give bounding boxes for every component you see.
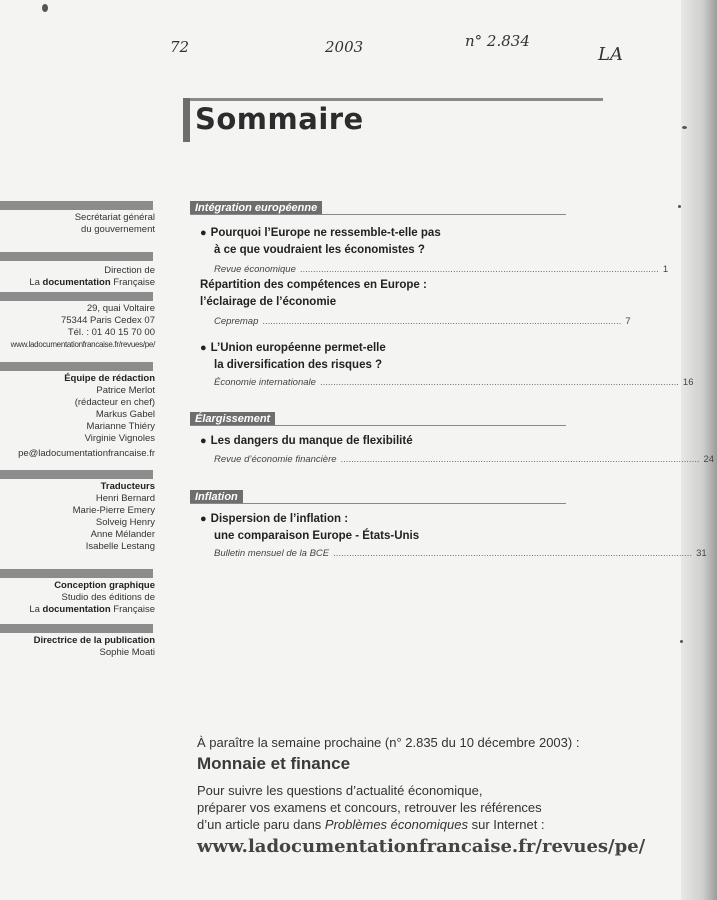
- sidebar-text: Marie-Pierre Emery: [72, 505, 155, 516]
- article-title[interactable]: ● L’Union européenne permet-elle la diversification des risques ?: [200, 342, 386, 371]
- sidebar-text: Studio des éditions de: [61, 592, 155, 603]
- sidebar-text: Patrice Merlot: [96, 385, 155, 396]
- section-tag-inflation: Inflation: [190, 490, 243, 504]
- sidebar-text: Marianne Thiéry: [86, 421, 155, 432]
- section-heading: Conception graphique: [54, 580, 155, 591]
- sidebar-text: 29, quai Voltaire: [86, 303, 155, 314]
- sidebar-text: Virginie Vignoles: [84, 433, 155, 444]
- dot-leader: ........................................................................................................................................: [333, 548, 693, 559]
- article-title[interactable]: ● Pourquoi l’Europe ne ressemble-t-elle pas à ce que voudraient les économistes ?: [200, 227, 441, 256]
- brand-suffix: Française: [113, 604, 155, 615]
- page-number: 1: [662, 264, 669, 275]
- sidebar-director: [0, 635, 155, 659]
- source-row: [214, 548, 707, 559]
- sidebar-divider: [0, 201, 153, 210]
- sidebar-divider: [0, 292, 153, 301]
- email-link[interactable]: pe@ladocumentationfrancaise.fr: [18, 448, 155, 459]
- sidebar-design: [0, 580, 155, 616]
- article-title[interactable]: Répartition des compétences en Europe : l’éclairage de l’économie: [200, 279, 427, 308]
- announce-title: Monnaie et finance: [197, 754, 351, 773]
- handwritten-note: 72: [170, 38, 190, 56]
- source-row: [214, 454, 715, 465]
- sidebar-translators: [0, 481, 155, 553]
- scan-smudge: [680, 640, 683, 643]
- bullet-icon: ●: [200, 513, 207, 525]
- sidebar-text: Henri Bernard: [95, 493, 155, 504]
- brand-prefix: La: [29, 277, 40, 288]
- sidebar-redaction: [0, 373, 155, 445]
- article-title[interactable]: ● Les dangers du manque de flexibilité: [200, 435, 413, 447]
- sidebar-text: Secrétariat général: [74, 212, 155, 223]
- sidebar-text: du gouvernement: [81, 224, 155, 235]
- bullet-icon: ●: [200, 227, 207, 239]
- sidebar-text: Isabelle Lestang: [85, 541, 155, 552]
- page-number: 16: [682, 377, 694, 388]
- section-rule: [190, 425, 566, 426]
- announce-body: Pour suivre les questions d’actualité économique, préparer vos examens et concours, retrouver les références d’un article paru dans Problèmes économiques sur Internet :: [197, 783, 545, 832]
- handwritten-note: 2003: [325, 38, 364, 56]
- sidebar-email: [0, 448, 155, 460]
- sidebar-text: Solveig Henry: [95, 517, 155, 528]
- article-title[interactable]: ● Dispersion de l’inflation : une comparaison Europe - États-Unis: [200, 513, 420, 542]
- website-link[interactable]: www.ladocumentationfrancaise.fr/revues/pe/: [10, 340, 155, 349]
- sidebar-text: Markus Gabel: [95, 409, 155, 420]
- brand-bold: documentation: [42, 277, 111, 288]
- title-block: [183, 98, 603, 142]
- section-tag-elargissement: Élargissement: [190, 412, 275, 426]
- brand-prefix: La: [29, 604, 40, 615]
- sidebar-direction: [0, 265, 155, 289]
- sidebar-divider: [0, 470, 153, 479]
- page-number: 24: [703, 454, 715, 465]
- source-row: [214, 316, 631, 327]
- sidebar-publisher: [0, 212, 155, 236]
- website-link[interactable]: www.ladocumentationfrancaise.fr/revues/pe/: [197, 836, 646, 857]
- sidebar-divider: [0, 624, 153, 633]
- next-issue-announcement: [197, 735, 657, 857]
- announce-intro: À paraître la semaine prochaine (n° 2.835 du 10 décembre 2003) :: [197, 735, 580, 750]
- section-heading: Équipe de rédaction: [64, 373, 155, 384]
- handwritten-note: n° 2.834: [465, 32, 530, 50]
- brand-suffix: Française: [113, 277, 155, 288]
- sidebar-text: (rédacteur en chef): [74, 397, 155, 408]
- source-name: Revue d’économie financière: [214, 454, 337, 465]
- scan-smudge: [682, 126, 687, 129]
- sidebar-text: [0, 277, 155, 289]
- sidebar-text: Anne Mélander: [90, 529, 155, 540]
- section-tag-integration: Intégration européenne: [190, 201, 322, 215]
- dot-leader: ........................................................................................................................................: [319, 377, 679, 388]
- sidebar-text: Direction de: [104, 265, 155, 276]
- source-row: [214, 377, 694, 388]
- sidebar-address: [0, 303, 155, 351]
- page-edge-shadow: [681, 0, 717, 900]
- scan-smudge: [42, 4, 48, 12]
- source-row: [214, 264, 669, 275]
- sidebar-text: [0, 604, 155, 616]
- scan-smudge: [678, 205, 681, 208]
- section-heading: Traducteurs: [100, 481, 155, 492]
- sidebar-divider: [0, 362, 153, 371]
- sidebar-divider: [0, 252, 153, 261]
- bullet-icon: ●: [200, 342, 207, 354]
- section-rule: [190, 214, 566, 215]
- page-title: Sommaire: [195, 102, 364, 136]
- handwritten-note: LA: [598, 44, 623, 65]
- sidebar-text: Sophie Moati: [99, 647, 155, 658]
- sidebar-text: 75344 Paris Cedex 07: [60, 315, 155, 326]
- sidebar-divider: [0, 569, 153, 578]
- dot-leader: ........................................................................................................................................: [299, 264, 659, 275]
- page-number: 7: [625, 316, 631, 327]
- dot-leader: ........................................................................................................................................: [340, 454, 700, 465]
- bullet-icon: ●: [200, 435, 207, 447]
- dot-leader: ........................................................................................................................................: [262, 316, 622, 327]
- source-name: Économie internationale: [214, 377, 316, 388]
- section-heading: Directrice de la publication: [33, 635, 155, 646]
- sidebar-text: Tél. : 01 40 15 70 00: [67, 327, 155, 338]
- brand-bold: documentation: [42, 604, 111, 615]
- title-accent-bar: [183, 98, 190, 142]
- page-number: 31: [696, 548, 707, 559]
- source-name: Cepremap: [214, 316, 259, 327]
- source-name: Bulletin mensuel de la BCE: [214, 548, 330, 559]
- title-rule: [183, 98, 603, 101]
- section-rule: [190, 503, 566, 504]
- source-name: Revue économique: [214, 264, 296, 275]
